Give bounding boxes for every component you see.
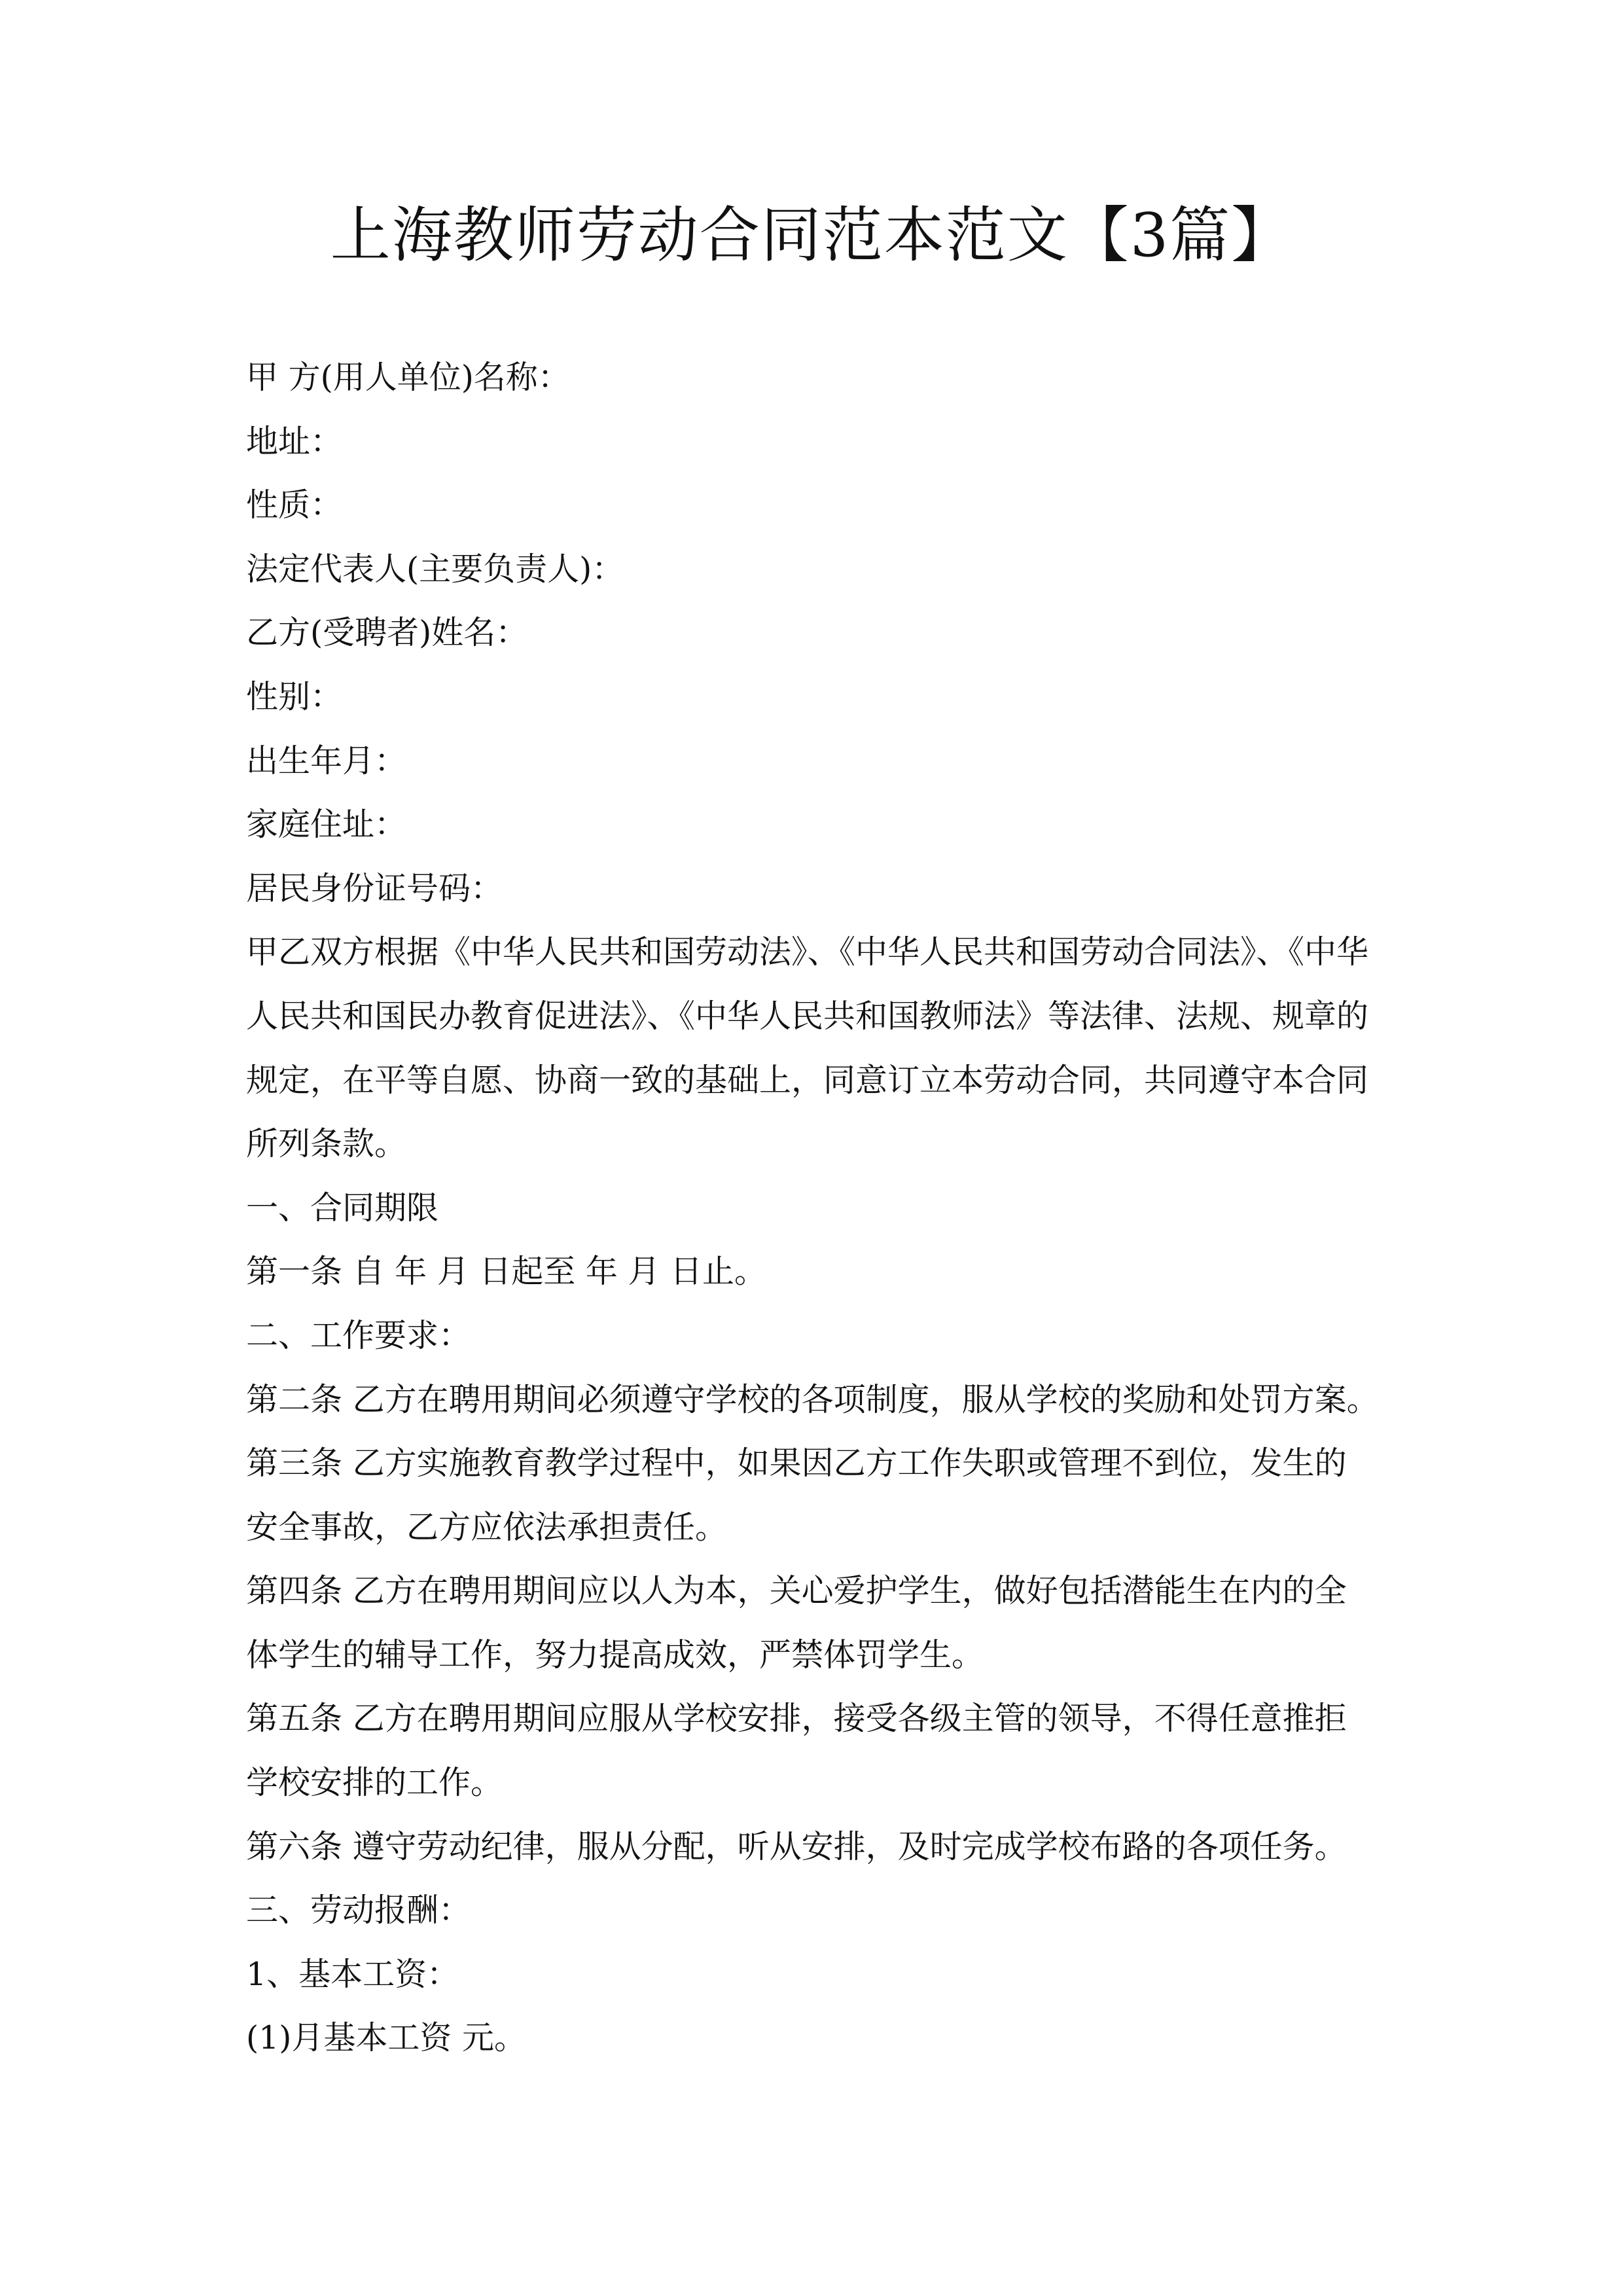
text-line: 体学生的辅导工作，努力提高成效，严禁体罚学生。 — [246, 1636, 984, 1674]
text-line: 第二条 乙方在聘用期间必须遵守学校的各项制度，服从学校的奖励和处罚方案。 — [246, 1380, 1379, 1418]
text-line: 居民身份证号码： — [246, 869, 503, 907]
document-title: 上海教师劳动合同范本范文【3篇】 — [330, 200, 1293, 270]
text-line: 法定代表人(主要负责人)： — [246, 550, 624, 588]
document-body — [246, 346, 1411, 2070]
text-line: 安全事故，乙方应依法承担责任。 — [246, 1508, 728, 1546]
text-line: (1)月基本工资 元。 — [246, 2019, 526, 2057]
text-line: 一、合同期限 — [246, 1189, 439, 1227]
text-line: 第三条 乙方实施教育教学过程中，如果因乙方工作失职或管理不到位，发生的 — [246, 1444, 1347, 1482]
text-line: 出生年月： — [246, 742, 407, 780]
text-line: 人民共和国民办教育促进法》、《中华人民共和国教师法》等法律、法规、规章的 — [246, 997, 1369, 1035]
text-line: 乙方(受聘者)姓名： — [246, 614, 528, 652]
text-line: 第四条 乙方在聘用期间应以人为本，关心爱护学生，做好包括潜能生在内的全 — [246, 1572, 1347, 1610]
text-line: 第一条 自 年 月 日起至 年 月 日止。 — [246, 1253, 767, 1291]
text-line: 地址： — [246, 422, 343, 460]
text-line: 甲 方(用人单位)名称： — [246, 359, 570, 396]
text-line: 所列条款。 — [246, 1125, 407, 1163]
text-line: 性别： — [246, 677, 343, 715]
text-line: 性质： — [246, 486, 343, 524]
text-line: 1、基本工资： — [246, 1955, 459, 1993]
text-line: 学校安排的工作。 — [246, 1764, 503, 1802]
text-line: 第五条 乙方在聘用期间应服从学校安排，接受各级主管的领导，不得任意推拒 — [246, 1700, 1347, 1738]
text-line: 甲乙双方根据《中华人民共和国劳动法》、《中华人民共和国劳动合同法》、《中华 — [246, 933, 1369, 971]
text-line: 规定，在平等自愿、协商一致的基础上，同意订立本劳动合同，共同遵守本合同 — [246, 1061, 1369, 1099]
text-line: 家庭住址： — [246, 806, 407, 844]
text-line: 第六条 遵守劳动纪律，服从分配，听从安排，及时完成学校布路的各项任务。 — [246, 1827, 1347, 1865]
text-line: 三、劳动报酬： — [246, 1892, 471, 1929]
text-line: 二、工作要求： — [246, 1316, 471, 1354]
